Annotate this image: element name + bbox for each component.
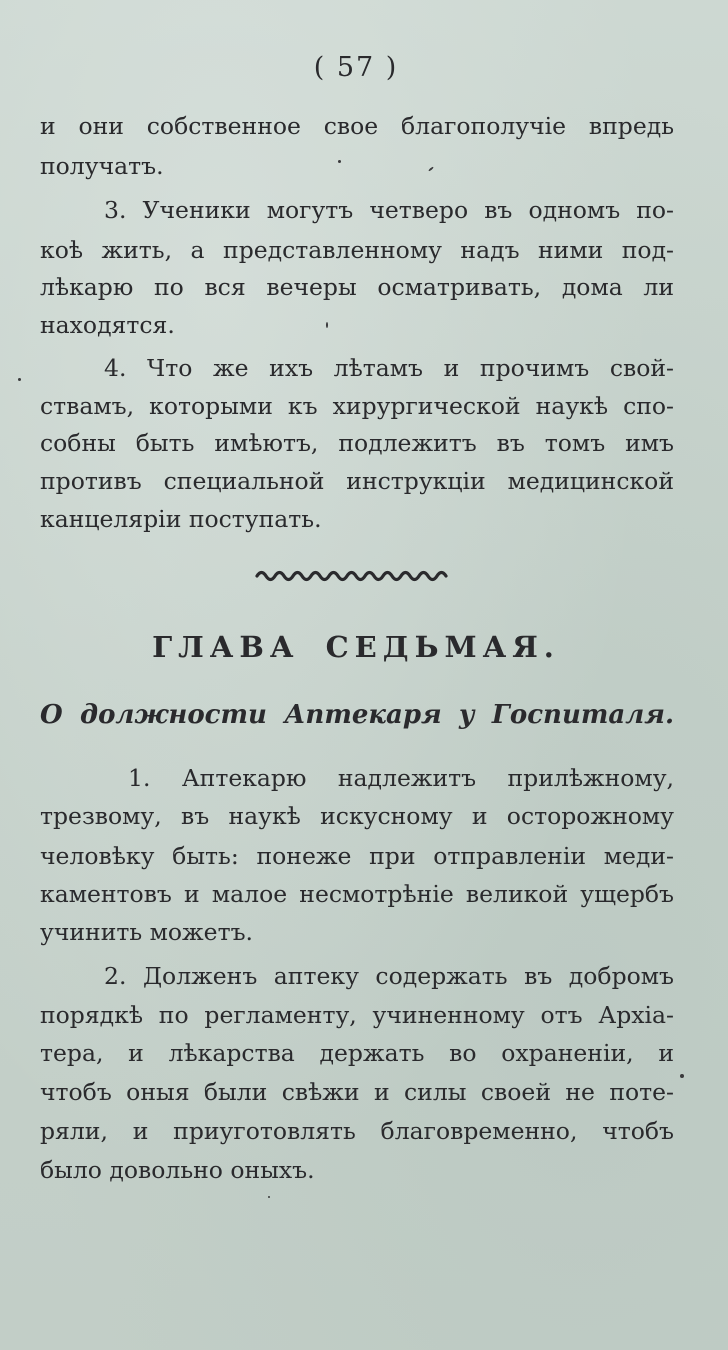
paper-speck [338,160,341,163]
text-line: чтобъ оныя были свѣжи и силы своей не поте- [40,1078,674,1106]
text-line: ряли, и приуготовлять благовременно, чтобъ [40,1117,674,1145]
text-line: и они собственное свое благополучіе впредь [40,112,674,140]
text-line: противъ специальной инструкціи медицинской [40,467,674,495]
text-line: тера, и лѣкарства держать во охраненіи, и [40,1039,674,1067]
text-line: трезвому, въ наукѣ искусному и осторожному [40,802,674,830]
text-line: каментовъ и малое несмотрѣніе великой ущербъ [40,880,674,908]
text-line: порядкѣ по регламенту, учиненному отъ Архіа- [40,1001,674,1029]
text-line: находятся. [40,311,175,339]
text-line: человѣку быть: понеже при отправленіи меди- [40,842,674,870]
text-line: канцеляріи поступать. [40,505,322,533]
text-line: 2. Долженъ аптеку содержать въ добромъ [104,962,674,990]
paper-speck [680,1074,684,1078]
text-line: было довольно оныхъ. [40,1156,315,1184]
chapter-title: ГЛАВА СЕДЬМАЯ. [152,630,560,664]
chapter-subtitle: О должности Аптекаря у Госпиталя. [40,700,674,730]
page-number: ( 57 ) [313,52,399,83]
ornament-divider [255,566,455,586]
text-line: собны быть имѣютъ, подлежитъ въ томъ имъ [40,429,674,457]
paper-speck [18,378,21,381]
paper-speck [268,1196,270,1198]
text-line: ствамъ, которыми къ хирургической наукѣ спо- [40,392,674,420]
text-line: коѣ жить, а представленному надъ ними под- [40,236,674,264]
paper-speck [428,166,434,171]
text-line: лѣкарю по вся вечеры осматривать, дома ли [40,273,674,301]
text-line: 3. Ученики могутъ четверо въ одномъ по- [104,196,674,224]
text-line: учинить можетъ. [40,918,253,946]
text-line: 1. Аптекарю надлежитъ прилѣжному, [128,764,674,792]
paper-speck [326,322,328,328]
text-line: 4. Что же ихъ лѣтамъ и прочимъ свой- [104,354,674,382]
text-line: получатъ. [40,152,164,180]
